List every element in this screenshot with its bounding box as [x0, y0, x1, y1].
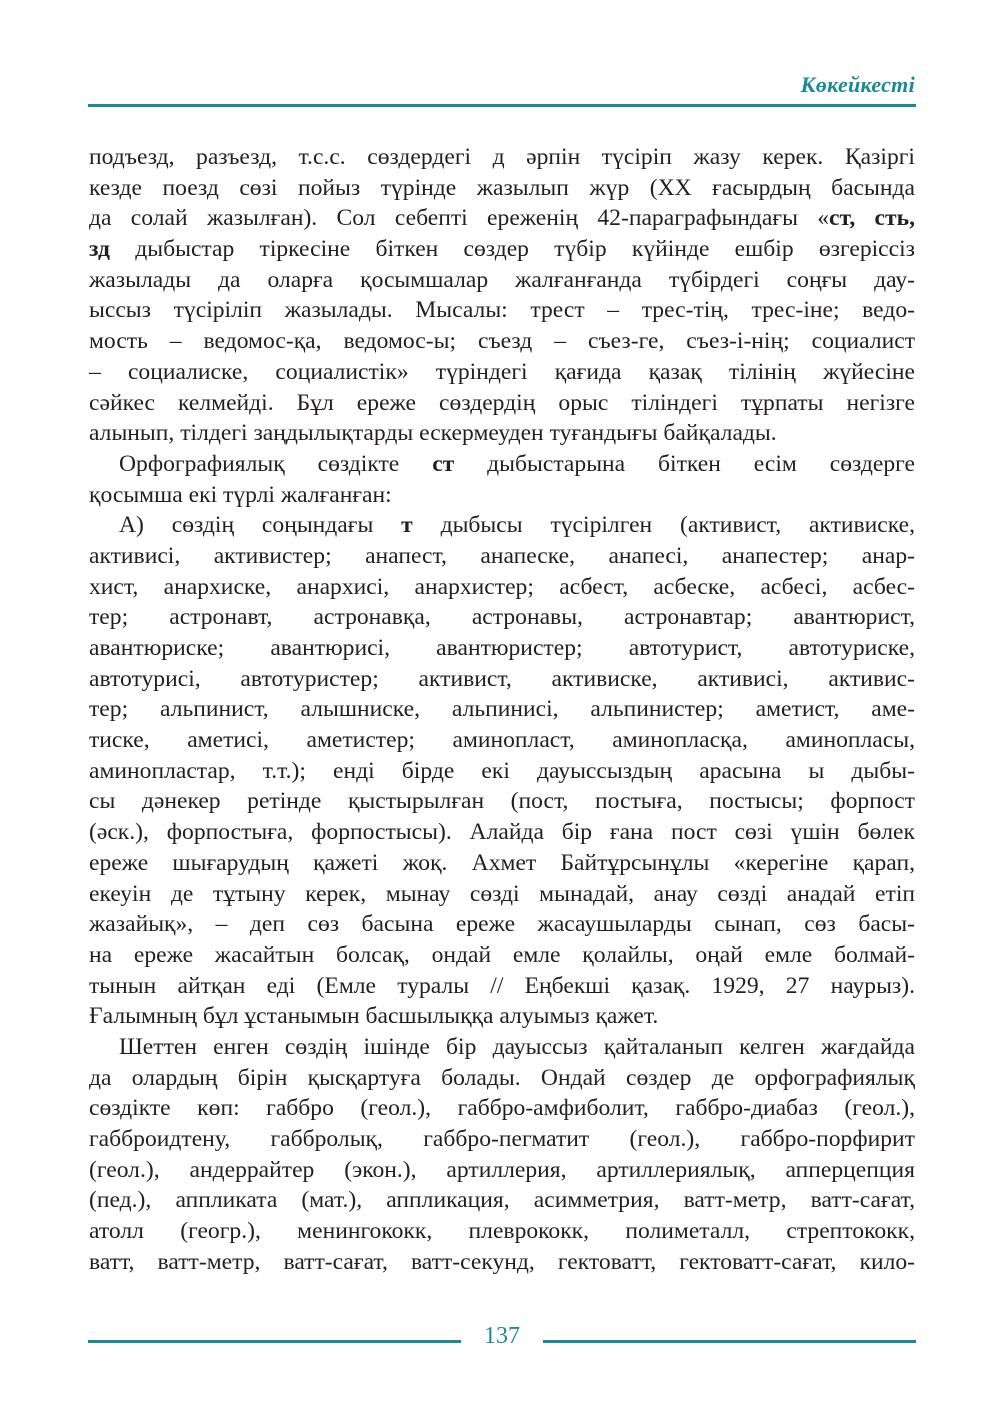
paragraph	[89, 510, 915, 1032]
paragraph	[89, 142, 915, 449]
bold-term: ст, сть,	[829, 205, 915, 232]
text-line	[89, 1216, 915, 1247]
text-line	[89, 694, 915, 725]
text-line	[89, 848, 915, 879]
text-run: (әск.), форпостыға, форпостысы). Алайда бір ғана пост сөзі үшін бөлек	[89, 819, 915, 846]
text-run: да олардың бірін қысқартуға болады. Ондай сөздер де орфографиялық	[89, 1064, 915, 1091]
text-run: сәйкес келмейді. Бұл ереже сөздердің орыс тіліндегі тұрпаты негізге	[89, 389, 915, 416]
text-line	[89, 1247, 915, 1278]
page-footer	[88, 1323, 916, 1359]
text-run: мость – ведомос-қа, ведомос-ы; съезд – съез-ге, съез-і-нің; социалист	[89, 328, 915, 355]
paragraph	[89, 1032, 915, 1278]
text-run: тиске, аметисі, аметистер; аминопласт, аминопласқа, аминопласы,	[89, 727, 915, 754]
text-run: подъезд, разъезд, т.с.с. сөздердегі д әрпін түсіріп жазу керек. Қазіргі	[89, 144, 915, 170]
text-run: дыбыстар тіркесіне біткен сөздер түбір күйінде ешбір өзгеріссіз	[110, 236, 915, 263]
text-line	[89, 234, 915, 265]
running-title: Көкейкесті	[800, 72, 915, 97]
text-run: алынып, тілдегі заңдылықтарды ескермеуден туғандығы байқалады.	[89, 420, 777, 447]
text-run: тер; астронавт, астронавқа, астронавы, астронавтар; авантюрист,	[89, 604, 915, 631]
text-line	[89, 142, 915, 173]
text-run: (пед.), аппликата (мат.), аппликация, асимметрия, ватт-метр, ватт-сағат,	[89, 1187, 915, 1214]
text-line	[89, 326, 915, 357]
text-run: Ғалымның бұл ұстанымын басшылыққа алуымыз қажет.	[89, 1003, 659, 1030]
text-run: атолл (геогр.), менингококк, плеврококк, полиметалл, стрептококк,	[89, 1218, 915, 1245]
text-run: А) сөздің соңындағы	[119, 512, 402, 539]
text-line	[89, 449, 915, 480]
text-line	[89, 1185, 915, 1216]
text-line	[89, 357, 915, 388]
text-line	[89, 1001, 915, 1032]
text-line	[89, 602, 915, 633]
bold-term: т	[401, 512, 413, 539]
text-run: кезде поезд сөзі пойыз түрінде жазылып жүр (ХХ ғасырдың басында	[89, 174, 915, 201]
text-line	[89, 480, 915, 511]
text-line	[89, 909, 915, 940]
text-line	[89, 173, 915, 204]
text-line	[89, 1155, 915, 1186]
text-line	[89, 388, 915, 419]
text-line	[89, 203, 915, 234]
text-run: ыссыз түсіріліп жазылады. Мысалы: трест – трес-тің, трес-іне; ведо-	[89, 297, 915, 324]
text-line	[89, 879, 915, 910]
text-line	[89, 295, 915, 326]
text-run: активисі, активистер; анапест, анапеске, анапесі, анапестер; анар-	[89, 542, 915, 569]
text-line	[89, 1093, 915, 1124]
text-run: тер; альпинист, алышниске, альпинисі, альпинистер; аметист, аме-	[89, 696, 915, 723]
text-line	[89, 971, 915, 1002]
text-run: – социалиске, социалистік» түріндегі қағида қазақ тілінің жүйесіне	[89, 358, 915, 385]
text-line	[89, 786, 915, 817]
page-number: 137	[484, 1323, 520, 1349]
text-line	[89, 572, 915, 603]
text-run: тынын айтқан еді (Емле туралы // Еңбекші қазақ. 1929, 27 наурыз).	[89, 972, 915, 999]
body-text	[89, 142, 915, 1277]
text-run: габброидтену, габбролық, габбро-пегматит (геол.), габбро-порфирит	[89, 1126, 915, 1152]
text-run: дыбысы түсірілген (активист, активиске,	[412, 512, 915, 539]
header-rule	[88, 104, 916, 107]
text-line	[89, 725, 915, 756]
text-run: Орфографиялық сөздікте	[119, 450, 433, 477]
text-run: (геол.), андеррайтер (экон.), артиллерия, артиллериялық, апперцепция	[89, 1156, 915, 1183]
text-line	[89, 664, 915, 695]
text-run: ереже шығарудың қажеті жоқ. Ахмет Байтұрсынұлы «керегіне қарап,	[89, 849, 915, 876]
text-run: сөздікте көп: габбро (геол.), габбро-амфиболит, габбро-диабаз (геол.),	[89, 1095, 915, 1122]
text-line	[89, 418, 915, 449]
footer-rule-right	[543, 1340, 916, 1343]
text-run: жазайық», – деп сөз басына ереже жасаушыларды сынап, сөз басы-	[89, 911, 915, 938]
text-line	[89, 265, 915, 296]
text-run: қосымша екі түрлі жалғанған:	[89, 481, 392, 508]
text-run: автотурисі, автотуристер; активист, активиске, активисі, активис-	[89, 665, 915, 692]
text-line	[89, 541, 915, 572]
bold-term: зд	[89, 236, 110, 263]
text-run: жазылады да оларға қосымшалар жалғанғанда түбірдегі соңғы дау-	[89, 266, 915, 293]
paragraph	[89, 449, 915, 510]
text-run: ватт, ватт-метр, ватт-сағат, ватт-секунд, гектоватт, гектоватт-сағат, кило-	[89, 1248, 915, 1275]
text-run: сы дәнекер ретінде қыстырылған (пост, постыға, постысы; форпост	[89, 788, 915, 815]
text-line	[89, 756, 915, 787]
text-run: екеуін де тұтыну керек, мынау сөзді мынадай, анау сөзді анадай етіп	[89, 880, 915, 907]
text-run: да солай жазылған). Сол себепті ереженің 42-параграфындағы «	[89, 205, 830, 232]
text-line	[89, 1063, 915, 1094]
text-run: дыбыстарына біткен есім сөздерге	[454, 450, 915, 477]
text-line	[89, 940, 915, 971]
text-run: на ереже жасайтын болсақ, ондай емле қолайлы, оңай емле болмай-	[89, 941, 915, 968]
text-line	[89, 633, 915, 664]
text-run: авантюриске; авантюрисі, авантюристер; автотурист, автотуриске,	[89, 635, 915, 661]
text-line	[89, 510, 915, 541]
bold-term: ст	[432, 450, 455, 477]
text-line	[89, 1032, 915, 1063]
text-line	[89, 1124, 915, 1155]
text-run: хист, анархиске, анархисі, анархистер; асбест, асбеске, асбесі, асбес-	[89, 573, 915, 600]
text-run: Шеттен енген сөздің ішінде бір дауыссыз қайталанып келген жағдайда	[119, 1033, 915, 1060]
text-line	[89, 817, 915, 848]
text-run: аминопластар, т.т.); енді бірде екі дауыссыздың арасына ы дыбы-	[89, 757, 915, 784]
